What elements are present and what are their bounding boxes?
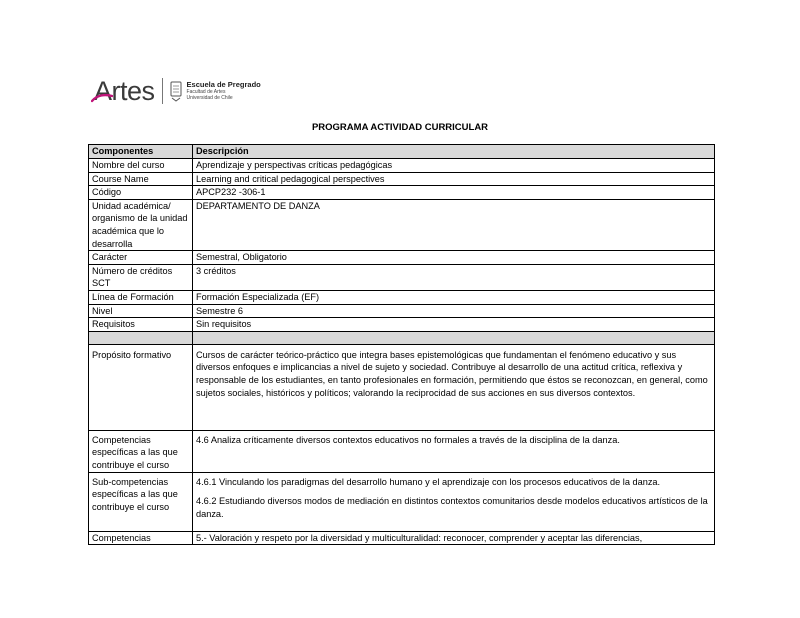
- table-row: [89, 290, 715, 304]
- table-row: [89, 159, 715, 173]
- row-value: 3 créditos: [193, 264, 715, 290]
- row-value: DEPARTAMENTO DE DANZA: [193, 199, 715, 250]
- row-label: Course Name: [89, 172, 193, 186]
- row-label: Unidad académica/ organismo de la unidad académica que lo desarrolla: [89, 199, 193, 250]
- logo-swoosh-icon: [91, 93, 113, 103]
- row-label: Carácter: [89, 251, 193, 265]
- table-row: [89, 344, 715, 430]
- competencias-especificas-value: 4.6 Analiza críticamente diversos contextos educativos no formales a través de la disciplina de la danza.: [193, 430, 715, 472]
- faculty-name: Facultad de Artes: [186, 88, 226, 95]
- competencias-especificas-label: Competencias específicas a las que contribuye el curso: [89, 430, 193, 472]
- sub-competencia-item: 4.6.1 Vinculando los paradigmas del desarrollo humano y el aprendizaje con los procesos educativos de la danza.: [196, 476, 661, 487]
- artes-logo: [94, 74, 261, 108]
- curricular-table: [88, 144, 715, 545]
- school-name: Escuela de Pregrado: [186, 80, 261, 90]
- separator-row: [89, 331, 715, 344]
- sub-competencia-item: 4.6.2 Estudiando diversos modos de mediación en distintos contextos comunitarios desde modelos educativos artísticos de la danza.: [196, 496, 708, 519]
- table-row: [89, 304, 715, 318]
- row-label: Número de créditos SCT: [89, 264, 193, 290]
- logo-wordmark: Artes: [94, 78, 155, 105]
- table-row: [89, 472, 715, 531]
- row-value: Sin requisitos: [193, 318, 715, 332]
- logo-divider: [162, 78, 163, 104]
- table-row: [89, 251, 715, 265]
- row-label: Código: [89, 186, 193, 200]
- proposito-value: Cursos de carácter teórico-práctico que integra bases epistemológicas que fundamentan el fenómeno educativo y sus diversos enfoques e implicancias a nivel de sujeto y sociedad. Contribuye al desarrollo de una actitud crítica, reflexiva y responsable de los estudiantes, en tanto profesionales en formación, permitiendo que éstos se reconozcan, en general, como sujetos sociales, históricos y políticos; valorando la reciprocidad de sus acciones en sus diversos contextos.: [193, 344, 715, 430]
- sub-competencias-label: Sub-competencias específicas a las que contribuye el curso: [89, 472, 193, 531]
- university-name: Universidad de Chile: [186, 94, 233, 101]
- table-row: [89, 186, 715, 200]
- school-text: [187, 81, 261, 101]
- row-value: Learning and critical pedagogical perspectives: [193, 172, 715, 186]
- table-row: [89, 172, 715, 186]
- row-value: Formación Especializada (EF): [193, 290, 715, 304]
- header-componentes: Componentes: [89, 145, 193, 159]
- row-label: Nivel: [89, 304, 193, 318]
- table-row: [89, 318, 715, 332]
- table-row: [89, 264, 715, 290]
- row-label: Nombre del curso: [89, 159, 193, 173]
- table-header-row: [89, 145, 715, 159]
- competencias-label: Competencias: [89, 531, 193, 545]
- sub-competencias-value: [193, 472, 715, 531]
- row-value: APCP232 -306-1: [193, 186, 715, 200]
- row-value: Aprendizaje y perspectivas críticas pedagógicas: [193, 159, 715, 173]
- competencias-value: 5.- Valoración y respeto por la diversidad y multiculturalidad: reconocer, comprender y aceptar las diferencias,: [193, 531, 715, 545]
- row-label: Línea de Formación: [89, 290, 193, 304]
- table-row: [89, 430, 715, 472]
- university-seal-icon: [169, 80, 183, 102]
- row-value: Semestral, Obligatorio: [193, 251, 715, 265]
- row-label: Requisitos: [89, 318, 193, 332]
- table-row: [89, 531, 715, 545]
- row-value: Semestre 6: [193, 304, 715, 318]
- table-row: [89, 199, 715, 250]
- proposito-label: Propósito formativo: [89, 344, 193, 430]
- header-descripcion: Descripción: [193, 145, 715, 159]
- document-title: PROGRAMA ACTIVIDAD CURRICULAR: [311, 122, 489, 133]
